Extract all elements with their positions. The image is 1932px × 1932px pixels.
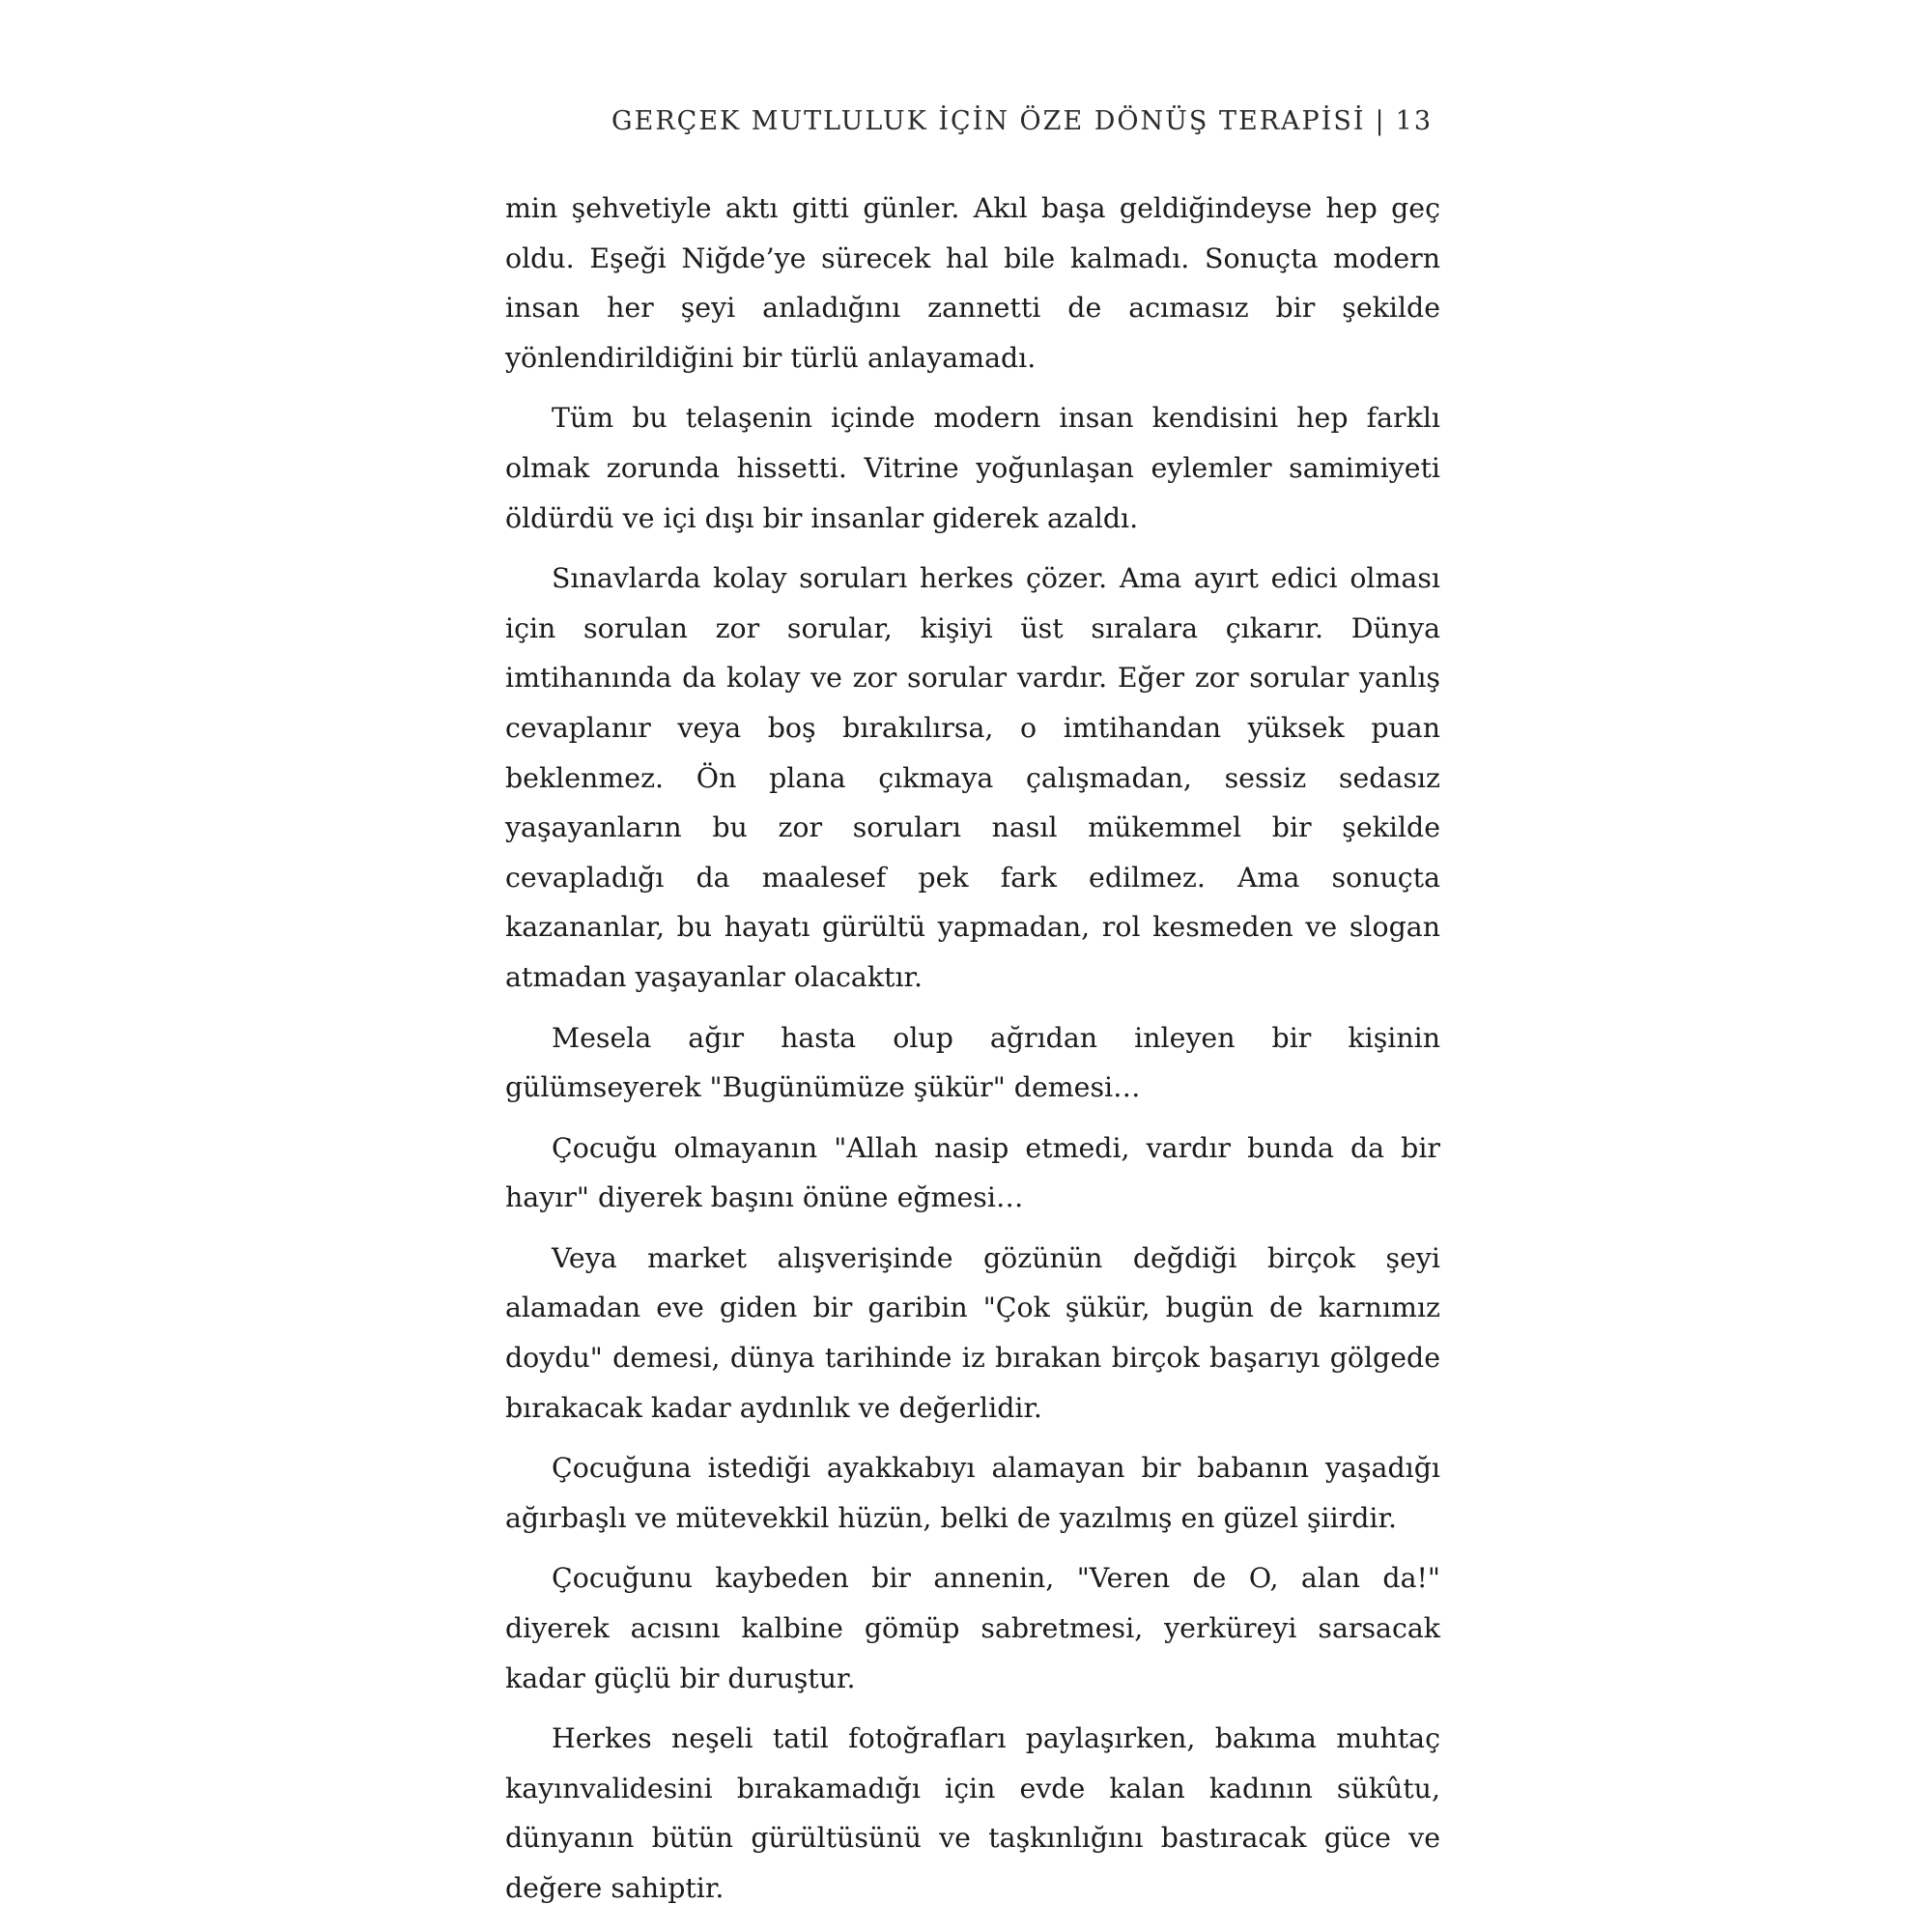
paragraph-3: Sınavlarda kolay soruları herkes çözer. Ama ayırt edici olması için sorulan zor sorular, kişiyi üst sıralara çıkarır. Dünya imtihanında da kolay ve zor sorular vardır. Eğer zor sorular yanlış cevaplanır veya boş bırakılırsa, o imtihandan yüksek puan beklenmez. Ön plana çıkmaya çalışmadan, sessiz sedasız yaşayanların bu zor soruları nasıl mükemmel bir şekilde cevapladığı da maalesef pek fark edilmez. Ama sonuçta kazananlar, bu hayatı gürültü yapmadan, rol kesmeden ve slogan atmadan yaşayanlar olacaktır. <box>505 562 1440 993</box>
page-number: 13 <box>1395 106 1433 136</box>
running-header <box>505 106 1433 136</box>
paragraph-6: Veya market alışverişinde gözünün değdiği birçok şeyi alamadan eve giden bir garibin "Çok şükür, bugün de karnımız doydu" demesi, dünya tarihinde iz bırakan birçok başarıyı gölgede bırakacak kadar aydınlık ve değerlidir. <box>505 1241 1440 1424</box>
paragraph-7: Çocuğuna istediği ayakkabıyı alamayan bir babanın yaşadığı ağırbaşlı ve mütevekkil hüzün, belki de yazılmış en güzel şiirdir. <box>505 1452 1440 1534</box>
paragraph-4: Mesela ağır hasta olup ağrıdan inleyen bir kişinin gülümseyerek "Bugünümüze şükür" demesi… <box>505 1021 1440 1104</box>
header-separator: | <box>1375 106 1386 136</box>
paragraph-9: Herkes neşeli tatil fotoğrafları paylaşırken, bakıma muhtaç kayınvalidesini bırakamadığı için evde kalan kadının sükûtu, dünyanın bütün gürültüsünü ve taşkınlığını bastıracak güce ve değere sahiptir. <box>505 1722 1440 1904</box>
body-text <box>505 184 1440 1924</box>
paragraph-1: min şehvetiyle aktı gitti günler. Akıl başa geldiğindeyse hep geç oldu. Eşeği Niğde’ye sürecek hal bile kalmadı. Sonuçta modern insan her şeyi anladığını zannetti de acımasız bir şekilde yönlendirildiğini bir türlü anlayamadı. <box>505 192 1440 374</box>
paragraph-2: Tüm bu telaşenin içinde modern insan kendisini hep farklı olmak zorunda hissetti. Vitrine yoğunlaşan eylemler samimiyeti öldürdü ve içi dışı bir insanlar giderek azaldı. <box>505 402 1440 534</box>
paragraph-5: Çocuğu olmayanın "Allah nasip etmedi, vardır bunda da bir hayır" diyerek başını önüne eğmesi… <box>505 1131 1440 1214</box>
paragraph-8: Çocuğunu kaybeden bir annenin, "Veren de O, alan da!" diyerek acısını kalbine gömüp sabretmesi, yerküreyi sarsacak kadar güçlü bir duruştur. <box>505 1562 1440 1694</box>
running-header-title: GERÇEK MUTLULUK İÇİN ÖZE DÖNÜŞ TERAPİSİ <box>611 106 1366 136</box>
